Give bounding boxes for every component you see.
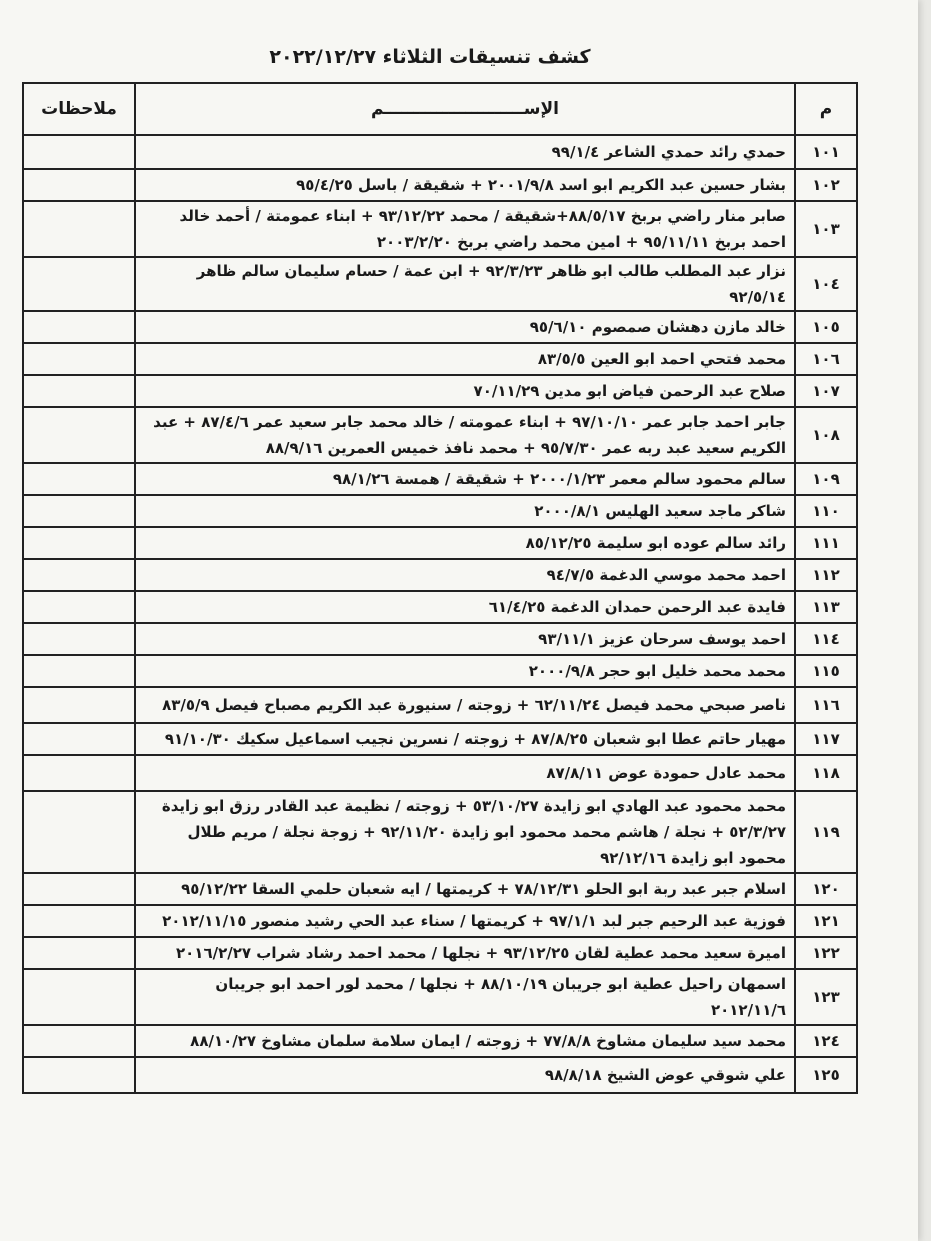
row-notes (23, 1025, 135, 1057)
row-name: محمد سيد سليمان مشاوخ ٧٧/٨/٨ + زوجته / ايمان سلامة سلمان مشاوخ ٨٨/١٠/٢٧ (135, 1025, 795, 1057)
row-notes (23, 169, 135, 201)
table-row (23, 135, 857, 169)
row-notes (23, 687, 135, 723)
roster-table (22, 82, 858, 1094)
table-row (23, 201, 857, 257)
row-notes (23, 375, 135, 407)
row-name: فايدة عبد الرحمن حمدان الدغمة ٦١/٤/٢٥ (135, 591, 795, 623)
table-row (23, 655, 857, 687)
row-name: اسلام جبر عبد ربة ابو الحلو ٧٨/١٢/٣١ + كريمتها / ايه شعبان حلمي السقا ٩٥/١٢/٢٢ (135, 873, 795, 905)
row-number: ١٠١ (795, 135, 857, 169)
row-notes (23, 755, 135, 791)
table-row (23, 463, 857, 495)
row-notes (23, 343, 135, 375)
table-row (23, 257, 857, 311)
row-name: صابر منار راضي بربخ ٨٨/٥/١٧+شقيقة / محمد ٩٣/١٢/٢٢ + ابناء عمومتة / أحمد خالد احمد بربخ ٩٥/١١/١١ + امين محمد راضي بربخ ٢٠٠٣/٢/٢٠ (135, 201, 795, 257)
table-row (23, 723, 857, 755)
table-row (23, 343, 857, 375)
row-number: ١١٢ (795, 559, 857, 591)
row-number: ١٠٤ (795, 257, 857, 311)
row-number: ١٠٦ (795, 343, 857, 375)
row-notes (23, 1057, 135, 1093)
table-row (23, 591, 857, 623)
row-number: ١٢٢ (795, 937, 857, 969)
row-number: ١٢٠ (795, 873, 857, 905)
row-notes (23, 937, 135, 969)
column-header-notes: ملاحظات (23, 83, 135, 135)
row-notes (23, 873, 135, 905)
row-notes (23, 623, 135, 655)
row-name: سالم محمود سالم معمر ٢٠٠٠/١/٢٣ + شقيقة / همسة ٩٨/١/٢٦ (135, 463, 795, 495)
row-notes (23, 905, 135, 937)
row-number: ١٢٤ (795, 1025, 857, 1057)
row-number: ١٠٢ (795, 169, 857, 201)
table-row (23, 527, 857, 559)
row-number: ١١٧ (795, 723, 857, 755)
table-header-row (23, 83, 857, 135)
row-name: علي شوقي عوض الشيخ ٩٨/٨/١٨ (135, 1057, 795, 1093)
column-header-number: م (795, 83, 857, 135)
row-notes (23, 463, 135, 495)
row-name: اميرة سعيد محمد عطية لقان ٩٣/١٢/٢٥ + نجلها / محمد احمد رشاد شراب ٢٠١٦/٢/٢٧ (135, 937, 795, 969)
row-name: شاكر ماجد سعيد الهليس ٢٠٠٠/٨/١ (135, 495, 795, 527)
table-row (23, 687, 857, 723)
row-notes (23, 791, 135, 873)
row-name: مهيار حاتم عطا ابو شعبان ٨٧/٨/٢٥ + زوجته / نسرين نجيب اسماعيل سكيك ٩١/١٠/٣٠ (135, 723, 795, 755)
roster-body (23, 135, 857, 1093)
row-name: احمد محمد موسي الدغمة ٩٤/٧/٥ (135, 559, 795, 591)
row-notes (23, 495, 135, 527)
row-name: حمدي رائد حمدي الشاعر ٩٩/١/٤ (135, 135, 795, 169)
table-row (23, 937, 857, 969)
row-name: ناصر صبحي محمد فيصل ٦٢/١١/٢٤ + زوجته / سنيورة عبد الكريم مصباح فيصل ٨٣/٥/٩ (135, 687, 795, 723)
row-number: ١٠٩ (795, 463, 857, 495)
table-row (23, 311, 857, 343)
row-notes (23, 257, 135, 311)
row-name: بشار حسين عبد الكريم ابو اسد ٢٠٠١/٩/٨ + شقيقة / باسل ٩٥/٤/٢٥ (135, 169, 795, 201)
table-row (23, 1025, 857, 1057)
row-notes (23, 527, 135, 559)
table-row (23, 905, 857, 937)
table-row (23, 559, 857, 591)
table-row (23, 873, 857, 905)
row-number: ١١٦ (795, 687, 857, 723)
table-row (23, 375, 857, 407)
row-name: نزار عبد المطلب طالب ابو ظاهر ٩٢/٣/٢٣ + ابن عمة / حسام سليمان سالم ظاهر ٩٢/٥/١٤ (135, 257, 795, 311)
table-row (23, 495, 857, 527)
row-name: جابر احمد جابر عمر ٩٧/١٠/١٠ + ابناء عمومته / خالد محمد جابر سعيد عمر ٨٧/٤/٦ + عبد الكريم سعيد عبد ربه عمر ٩٥/٧/٣٠ + محمد نافذ خميس العمرين ٨٨/٩/١٦ (135, 407, 795, 463)
row-notes (23, 969, 135, 1025)
row-name: خالد مازن دهشان صمصوم ٩٥/٦/١٠ (135, 311, 795, 343)
row-number: ١٢١ (795, 905, 857, 937)
row-number: ١١٤ (795, 623, 857, 655)
row-notes (23, 591, 135, 623)
row-name: رائد سالم عوده ابو سليمة ٨٥/١٢/٢٥ (135, 527, 795, 559)
row-name: اسمهان راحيل عطية ابو جريبان ٨٨/١٠/١٩ + نجلها / محمد لور احمد ابو جريبان ٢٠١٢/١١/٦ (135, 969, 795, 1025)
table-row (23, 407, 857, 463)
row-name: محمد محمد خليل ابو حجر ٢٠٠٠/٩/٨ (135, 655, 795, 687)
row-number: ١١١ (795, 527, 857, 559)
table-row (23, 1057, 857, 1093)
row-name: محمد فتحي احمد ابو العين ٨٣/٥/٥ (135, 343, 795, 375)
row-number: ١١٩ (795, 791, 857, 873)
row-number: ١٠٧ (795, 375, 857, 407)
table-row (23, 791, 857, 873)
row-notes (23, 655, 135, 687)
row-name: احمد يوسف سرحان عزيز ٩٣/١١/١ (135, 623, 795, 655)
table-row (23, 755, 857, 791)
row-name: صلاح عبد الرحمن فياض ابو مدين ٧٠/١١/٢٩ (135, 375, 795, 407)
row-number: ١٠٥ (795, 311, 857, 343)
row-name: فوزية عبد الرحيم جبر لبد ٩٧/١/١ + كريمتها / سناء عبد الحي رشيد منصور ٢٠١٢/١١/١٥ (135, 905, 795, 937)
row-name: محمد عادل حمودة عوض ٨٧/٨/١١ (135, 755, 795, 791)
row-notes (23, 723, 135, 755)
row-number: ١٢٥ (795, 1057, 857, 1093)
row-number: ١٠٨ (795, 407, 857, 463)
page-title: كشف تنسيقات الثلاثاء ٢٠٢٢/١٢/٢٧ (269, 46, 591, 68)
row-number: ١١٣ (795, 591, 857, 623)
table-row (23, 969, 857, 1025)
row-number: ١٢٣ (795, 969, 857, 1025)
row-number: ١١٨ (795, 755, 857, 791)
row-number: ١٠٣ (795, 201, 857, 257)
row-notes (23, 135, 135, 169)
row-number: ١١٠ (795, 495, 857, 527)
row-notes (23, 407, 135, 463)
row-notes (23, 311, 135, 343)
row-name: محمد محمود عبد الهادي ابو زايدة ٥٣/١٠/٢٧ + زوجته / نظيمة عبد القادر رزق ابو زايدة ٥٢/٣/٢٧ + نجلة / هاشم محمد محمود ابو زايدة ٩٢/١١/٢٠ + زوجة نجلة / مريم طلال محمود ابو زايدة ٩٢/١٢/١٦ (135, 791, 795, 873)
table-row (23, 623, 857, 655)
row-notes (23, 201, 135, 257)
column-header-name: الإســــــــــــــــــــــــم (135, 83, 795, 135)
table-row (23, 169, 857, 201)
row-notes (23, 559, 135, 591)
row-number: ١١٥ (795, 655, 857, 687)
